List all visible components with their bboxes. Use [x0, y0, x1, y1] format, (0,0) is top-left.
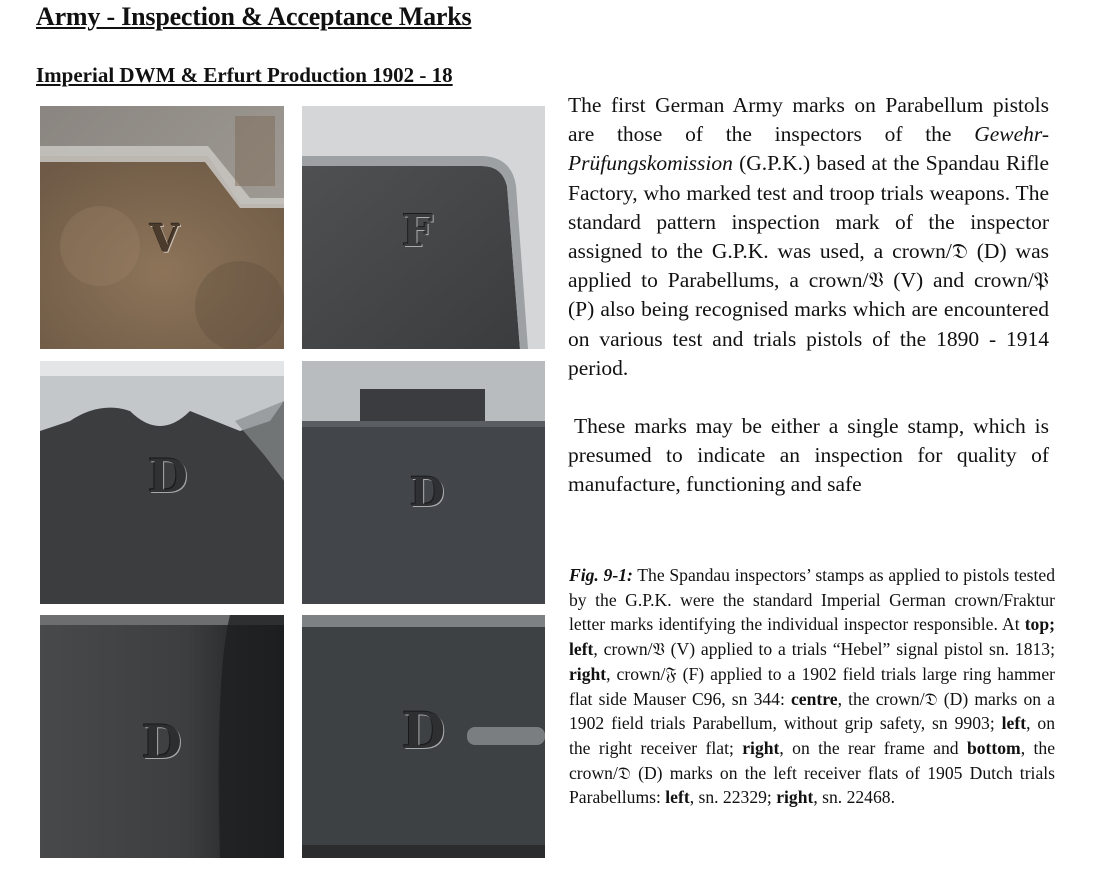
caption-bold-left-2: left [665, 787, 690, 808]
caption-glyph-f: 𝔉 [665, 663, 677, 684]
caption-bold-centre: centre [791, 688, 838, 709]
caption-text-2: , crown/ [593, 639, 653, 660]
caption-bold-top: top; left [569, 614, 1055, 660]
caption-text-11: (D) marks on the left receiver flats of 1905 Dutch trials Parabellums: [569, 762, 1055, 808]
caption-glyph-d-1: 𝔇 [924, 688, 938, 709]
caption-text-13: , sn. 22468. [813, 787, 895, 808]
body-paragraph-2: These marks may be either a single stamp, which is presumed to indicate an inspection for quality of manufacture, functioning and safe [568, 414, 1049, 497]
caption-bold-left-1: left [1001, 713, 1027, 734]
fraktur-v-glyph: 𝔙 [868, 268, 884, 293]
photo-centre-left [40, 361, 284, 604]
page-title: Army - Inspection & Acceptance Marks [36, 2, 472, 31]
fraktur-d-glyph: 𝔇 [951, 239, 968, 264]
inspector-mark-d-bottom-left: D [142, 715, 182, 769]
photo-top-left [40, 106, 284, 349]
body-p1-part-c: (D) was applied to Parabellums, a crown/ [568, 239, 1049, 293]
body-p1-part-d: (V) and crown/ [883, 268, 1034, 293]
inspector-mark-d-centre-left: D [148, 449, 188, 503]
body-text [568, 91, 1049, 529]
body-p1-part-b: (G.P.K.) based at the Spandau Rifle Factory, who marked test and troop trials weapons. The standard pattern inspection mark of the inspector assigned to the G.P.K. was used, a crown/ [568, 151, 1049, 264]
caption-text-9: , on the rear frame and [779, 737, 967, 758]
photo-bottom-left [40, 615, 284, 858]
caption-glyph-v: 𝔙 [652, 639, 665, 660]
caption-bold-right-1: right [569, 663, 607, 684]
inspector-mark-f: F [402, 206, 434, 257]
caption-text-3: (V) applied to a trials “Hebel” signal pistol sn. 1813; [664, 639, 1055, 660]
inspector-mark-v: V [150, 216, 180, 261]
photo-centre-right [302, 361, 545, 604]
inspector-mark-d-centre-right: D [410, 469, 445, 516]
figure-caption [569, 563, 1055, 810]
caption-bold-right-2: right [742, 737, 780, 758]
photo-bottom-right [302, 615, 545, 858]
body-p1-part-e: (P) also being recognised marks which are encountered on various test and trials pistols of the 1890 - 1914 period. [568, 297, 1049, 380]
caption-text-5: (F) applied to a 1902 field trials large ring hammer flat side Mauser C96, sn 344: [569, 663, 1055, 709]
caption-text-7: (D) marks on a 1902 field trials Parabellum, without grip safety, sn 9903; [569, 688, 1055, 734]
caption-bold-right-3: right [776, 787, 814, 808]
body-p1-part-a: The first German Army marks on Parabellum pistols are those of the inspectors of the [568, 93, 1049, 147]
caption-text-6: , the crown/ [837, 688, 925, 709]
section-subtitle: Imperial DWM & Erfurt Production 1902 - 18 [36, 63, 453, 87]
body-p1-italic: Gewehr-Prüfungskomission [568, 122, 1049, 176]
caption-text-4: , crown/ [606, 663, 666, 684]
caption-bold-bottom: bottom [966, 737, 1021, 758]
caption-text-12: , sn. 22329; [689, 787, 777, 808]
caption-text-8: , on the right receiver flat; [569, 713, 1055, 758]
inspector-mark-d-bottom-right: D [402, 701, 446, 760]
body-paragraph-1 [568, 91, 1049, 383]
photo-top-right [302, 106, 545, 349]
caption-glyph-d-2: 𝔇 [617, 762, 631, 783]
figure-label: Fig. 9-1: [569, 565, 633, 585]
caption-text-1: The Spandau inspectors’ stamps as applied to pistols tested by the G.P.K. were the standard Imperial German crown/Fraktur letter marks identifying the individual inspector responsible. At [569, 565, 1056, 635]
fraktur-p-glyph: 𝔓 [1033, 268, 1049, 293]
caption-text-10: , the crown/ [569, 737, 1055, 783]
